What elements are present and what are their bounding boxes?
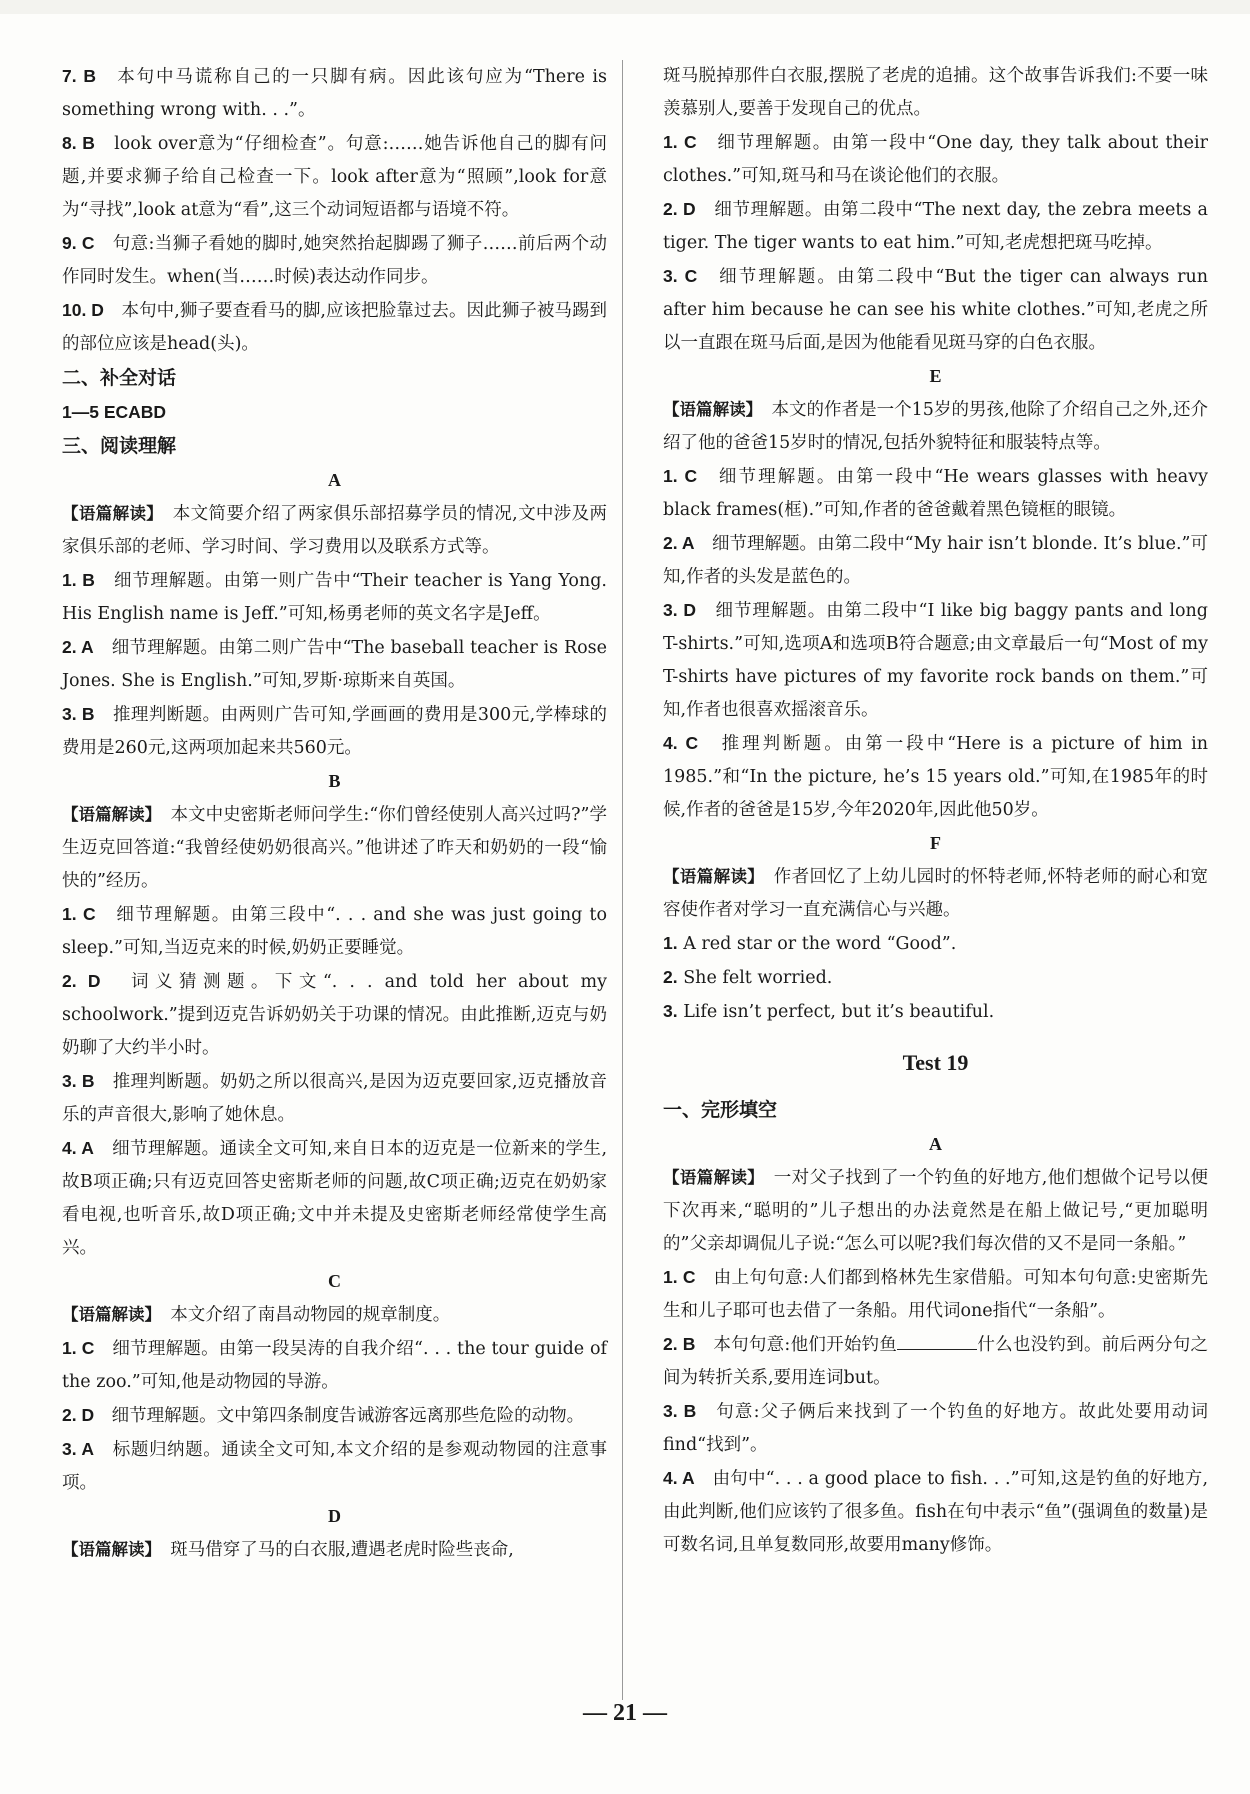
passage-label: D — [328, 1506, 341, 1526]
answer-item: 3. D 细节理解题。由第二段中“I like big baggy pants and long T-shirts.”可知,选项A和选项B符合题意;由文章最后一句“Most of my T-shirts have pictures of my favorite rock bands on them.”可知,作者也很喜欢摇滚音乐。 — [663, 600, 1208, 720]
answer-item: 1. C 细节理解题。由第一段吴涛的自我介绍“. . . the tour guide of the zoo.”可知,他是动物园的导游。 — [62, 1338, 607, 1392]
passage-intro: 【语篇解读】 斑马借穿了马的白衣服,遭遇老虎时险些丧命, — [62, 1540, 514, 1560]
answer-item: 2. D 细节理解题。文中第四条制度告诫游客远离那些危险的动物。 — [62, 1405, 585, 1426]
passage-label: C — [328, 1271, 341, 1291]
answer-item: 2. D 词义猜测题。下文“. . . and told her about my schoolwork.”提到迈克告诉奶奶关于功课的情况。由此推断,迈克与奶奶聊了大约半小时。 — [62, 971, 608, 1058]
page-top-edge — [0, 0, 1250, 14]
passage-intro: 【语篇解读】 作者回忆了上幼儿园时的怀特老师,怀特老师的耐心和宽容使作者对学习一直充满信心与兴趣。 — [663, 867, 1209, 920]
passage-label: A — [328, 470, 341, 490]
answer-item: 3. Life isn’t perfect, but it’s beautiful. — [663, 1001, 995, 1022]
fill-blank — [897, 1331, 977, 1350]
right-column — [663, 60, 1208, 1562]
section-heading: 二、补全对话 — [62, 367, 177, 389]
answer-item: 3. B 推理判断题。由两则广告可知,学画画的费用是300元,学棒球的费用是260元,这两项加起来共560元。 — [62, 704, 607, 758]
passage-intro-continued: 斑马脱掉那件白衣服,摆脱了老虎的追捕。这个故事告诉我们:不要一味羡慕别人,要善于发现自己的优点。 — [663, 66, 1208, 119]
column-divider — [622, 60, 623, 1700]
passage-intro: 【语篇解读】 本文简要介绍了两家俱乐部招募学员的情况,文中涉及两家俱乐部的老师、学习时间、学习费用以及联系方式等。 — [62, 504, 608, 557]
passage-label: A — [929, 1134, 942, 1154]
dialogue-answer: 1—5 ECABD — [62, 402, 167, 422]
answer-item: 7. B 本句中马谎称自己的一只脚有病。因此该句应为“There is something wrong with. . .”。 — [62, 66, 607, 120]
answer-item: 1. C 细节理解题。由第一段中“He wears glasses with heavy black frames(框).”可知,作者的爸爸戴着黑色镜框的眼镜。 — [663, 466, 1208, 520]
passage-label: B — [328, 771, 341, 791]
answer-item: 2. B 本句句意:他们开始钓鱼 什么也没钓到。前后两分句之间为转折关系,要用连词but。 — [663, 1328, 1208, 1395]
passage-intro: 【语篇解读】 一对父子找到了一个钓鱼的好地方,他们想做个记号以便下次再来,“聪明的”儿子想出的办法竟然是在船上做记号,“更加聪明的”父亲却调侃儿子说:“怎么可以呢?我们每次借的又不是同一条船。” — [663, 1168, 1209, 1254]
test-title: Test 19 — [902, 1050, 969, 1075]
answer-item: 1. C 细节理解题。由第三段中“. . . and she was just going to sleep.”可知,当迈克来的时候,奶奶正要睡觉。 — [62, 904, 608, 958]
section-heading: 三、阅读理解 — [62, 435, 177, 457]
answer-item: 2. D 细节理解题。由第二段中“The next day, the zebra meets a tiger. The tiger wants to eat him.”可知,老虎想把斑马吃掉。 — [663, 199, 1208, 253]
passage-intro: 【语篇解读】 本文中史密斯老师问学生:“你们曾经使别人高兴过吗?”学生迈克回答道:“我曾经使奶奶很高兴。”他讲述了昨天和奶奶的一段“愉快的”经历。 — [62, 805, 608, 891]
answer-item: 3. A 标题归纳题。通读全文可知,本文介绍的是参观动物园的注意事项。 — [62, 1439, 607, 1493]
answer-item: 1. C 细节理解题。由第一段中“One day, they talk about their clothes.”可知,斑马和马在谈论他们的衣服。 — [663, 132, 1208, 186]
answer-item: 1. B 细节理解题。由第一则广告中“Their teacher is Yang Yong. His English name is Jeff.”可知,杨勇老师的英文名字是Jeff。 — [62, 570, 607, 624]
answer-item: 3. C 细节理解题。由第二段中“But the tiger can always run after him because he can see his white clothes.”可知,老虎之所以一直跟在斑马后面,是因为他能看见斑马穿的白色衣服。 — [663, 266, 1209, 353]
answer-item: 3. B 句意:父子俩后来找到了一个钓鱼的好地方。故此处要用动词find“找到”。 — [663, 1401, 1208, 1455]
answer-item: 2. A 细节理解题。由第二段中“My hair isn’t blonde. It’s blue.”可知,作者的头发是蓝色的。 — [663, 533, 1209, 587]
answer-item: 3. B 推理判断题。奶奶之所以很高兴,是因为迈克要回家,迈克播放音乐的声音很大,影响了她休息。 — [62, 1071, 608, 1125]
page-number: — 21 — — [583, 1700, 667, 1726]
answer-item: 10. D 本句中,狮子要查看马的脚,应该把脸靠过去。因此狮子被马踢到的部位应该是head(头)。 — [62, 300, 608, 354]
section-heading: 一、完形填空 — [663, 1099, 778, 1121]
passage-intro: 【语篇解读】 本文介绍了南昌动物园的规章制度。 — [62, 1305, 451, 1325]
answer-item: 9. C 句意:当狮子看她的脚时,她突然抬起脚踢了狮子……前后两个动作同时发生。when(当……时候)表达动作同步。 — [62, 233, 607, 287]
answer-item: 1. C 由上句句意:人们都到格林先生家借船。可知本句句意:史密斯先生和儿子耶可也去借了一条船。用代词one指代“一条船”。 — [663, 1267, 1208, 1321]
answer-item: 2. A 细节理解题。由第二则广告中“The baseball teacher is Rose Jones. She is English.”可知,罗斯·琼斯来自英国。 — [62, 637, 607, 691]
left-column — [62, 60, 607, 1567]
passage-intro: 【语篇解读】 本文的作者是一个15岁的男孩,他除了介绍自己之外,还介绍了他的爸爸15岁时的情况,包括外貌特征和服装特点等。 — [663, 400, 1209, 453]
answer-item: 1. A red star or the word “Good”. — [663, 933, 957, 954]
passage-label: E — [929, 366, 942, 386]
answer-item: 4. A 细节理解题。通读全文可知,来自日本的迈克是一位新来的学生,故B项正确;只有迈克回答史密斯老师的问题,故C项正确;迈克在奶奶家看电视,也听音乐,故D项正确;文中并未提及史密斯老师经常使学生高兴。 — [62, 1138, 608, 1258]
answer-item: 2. She felt worried. — [663, 967, 833, 988]
passage-label: F — [930, 833, 941, 853]
answer-item: 4. C 推理判断题。由第一段中“Here is a picture of him in 1985.”和“In the picture, he’s 15 years old.”可知,在1985年的时候,作者的爸爸是15岁,今年2020年,因此他50岁。 — [663, 733, 1208, 820]
answer-item: 4. A 由句中“. . . a good place to fish. . .”可知,这是钓鱼的好地方,由此判断,他们应该钓了很多鱼。fish在句中表示“鱼”(强调鱼的数量)是可数名词,且单复数同形,故要用many修饰。 — [663, 1468, 1209, 1555]
answer-item: 8. B look over意为“仔细检查”。句意:……她告诉他自己的脚有问题,并要求狮子给自己检查一下。look after意为“照顾”,look for意为“寻找”,look at意为“看”,这三个动词短语都与语境不符。 — [62, 133, 607, 220]
